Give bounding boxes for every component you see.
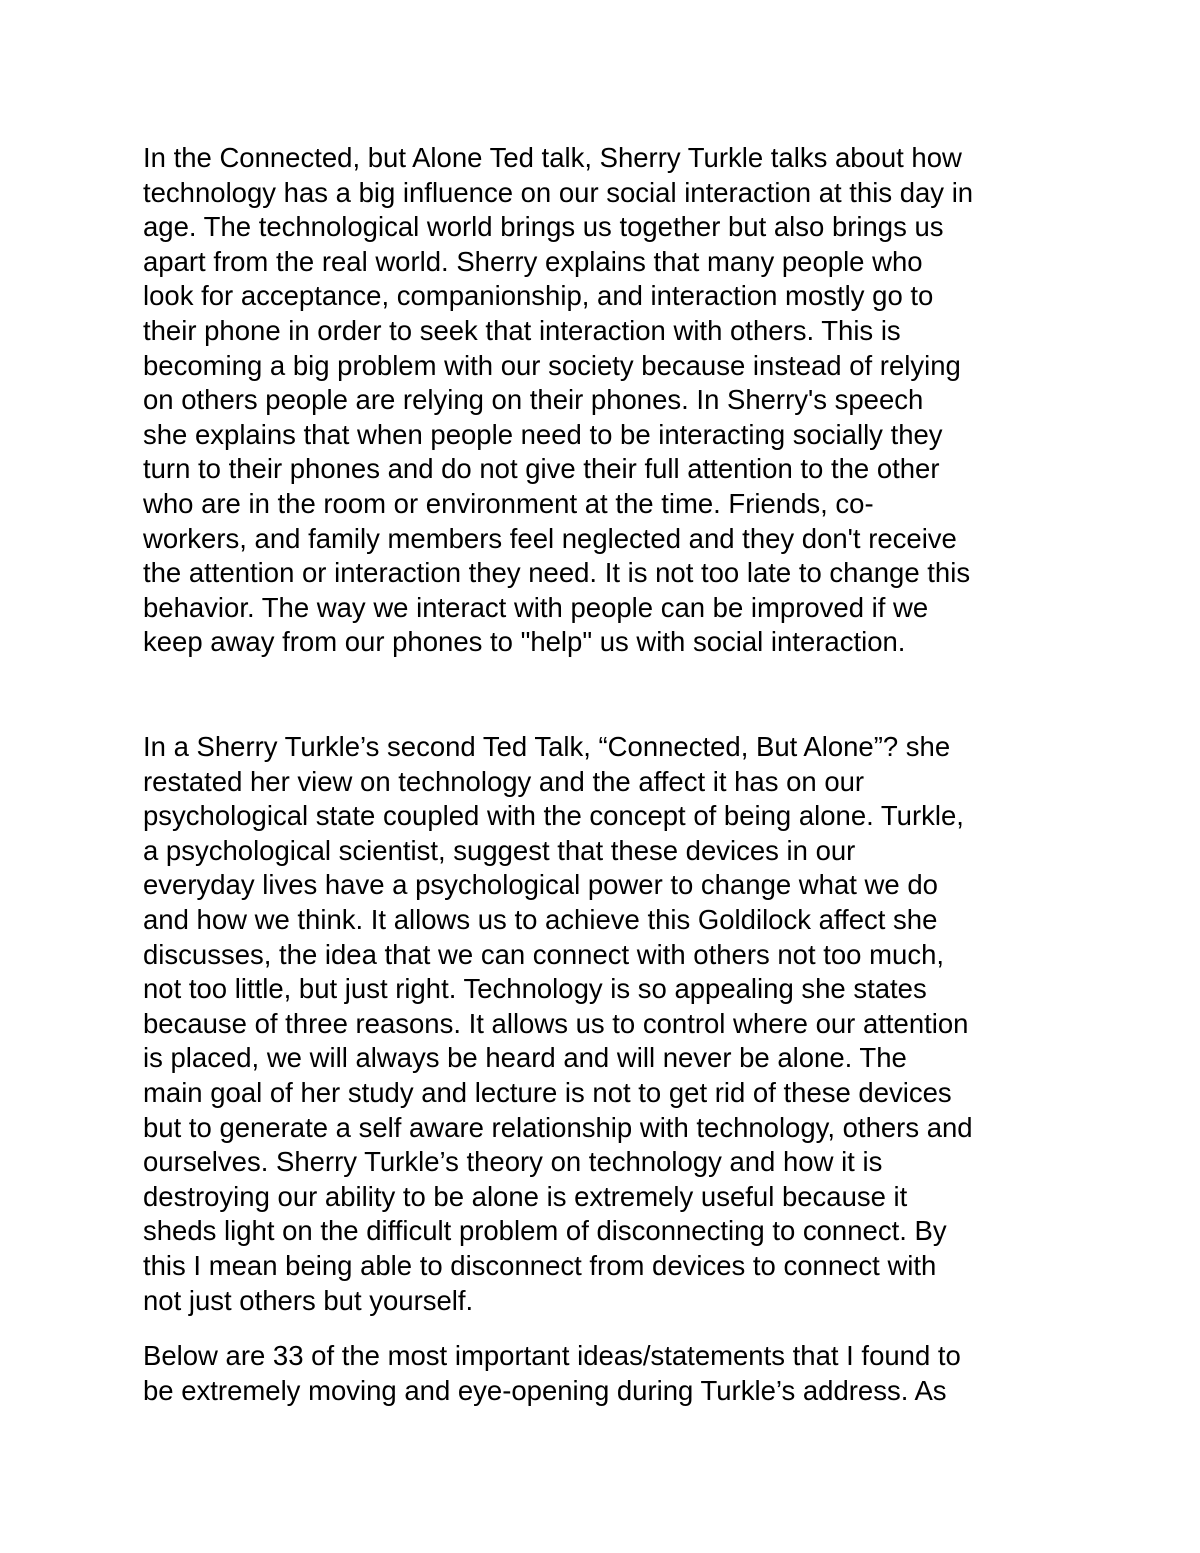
text-line: everyday lives have a psychological power to change what we do xyxy=(143,869,938,901)
text-line: and how we think. It allows us to achieve this Goldilock affect she xyxy=(143,903,938,935)
text-line: not too little, but just right. Technology is so appealing she states xyxy=(143,973,927,1005)
text-line: age. The technological world brings us together but also brings us xyxy=(143,211,944,243)
text-line: turn to their phones and do not give their full attention to the other xyxy=(143,453,940,485)
text-line: look for acceptance, companionship, and interaction mostly go to xyxy=(143,280,934,312)
text-line: In a Sherry Turkle’s second Ted Talk, “Connected, But Alone”? she xyxy=(143,731,951,762)
text-line: psychological state coupled with the concept of being alone. Turkle, xyxy=(143,800,964,832)
text-line: ourselves. Sherry Turkle’s theory on technology and how it is xyxy=(143,1146,883,1178)
text-line: technology has a big influence on our social interaction at this day in xyxy=(143,176,974,208)
paragraph-connected-but-alone-summary xyxy=(143,141,973,660)
text-line: Below are 33 of the most important ideas/statements that I found to xyxy=(143,1340,961,1371)
text-line: who are in the room or environment at the time. Friends, co- xyxy=(143,487,874,519)
text-line: apart from the real world. Sherry explains that many people who xyxy=(143,245,923,277)
paragraph-second-ted-talk xyxy=(143,730,973,1318)
text-line: this I mean being able to disconnect from devices to connect with xyxy=(143,1249,937,1281)
text-line: the attention or interaction they need. It is not too late to change this xyxy=(143,557,971,589)
text-line: behavior. The way we interact with people can be improved if we xyxy=(143,591,929,623)
text-line: discusses, the idea that we can connect with others not too much, xyxy=(143,938,945,970)
text-line: In the Connected, but Alone Ted talk, Sherry Turkle talks about how xyxy=(143,142,962,173)
text-line: a psychological scientist, suggest that these devices in our xyxy=(143,834,856,866)
text-line: not just others but yourself. xyxy=(143,1284,474,1316)
text-line: main goal of her study and lecture is not to get rid of these devices xyxy=(143,1076,952,1108)
text-line: but to generate a self aware relationship with technology, others and xyxy=(143,1111,973,1143)
text-line: is placed, we will always be heard and will never be alone. The xyxy=(143,1042,907,1074)
paragraph-important-ideas-intro xyxy=(143,1339,961,1408)
text-line: workers, and family members feel neglected and they don't receive xyxy=(143,522,957,554)
text-line: becoming a big problem with our society because instead of relying xyxy=(143,349,961,381)
text-line: she explains that when people need to be interacting socially they xyxy=(143,418,943,450)
text-line: because of three reasons. It allows us to control where our attention xyxy=(143,1007,969,1039)
text-line: on others people are relying on their phones. In Sherry's speech xyxy=(143,384,924,416)
text-line: restated her view on technology and the affect it has on our xyxy=(143,765,865,797)
text-line: be extremely moving and eye-opening during Turkle’s address. As xyxy=(143,1374,947,1406)
text-line: sheds light on the difficult problem of disconnecting to connect. By xyxy=(143,1215,947,1247)
text-line: destroying our ability to be alone is extremely useful because it xyxy=(143,1180,908,1212)
text-line: keep away from our phones to "help" us with social interaction. xyxy=(143,626,906,658)
text-line: their phone in order to seek that interaction with others. This is xyxy=(143,314,901,346)
